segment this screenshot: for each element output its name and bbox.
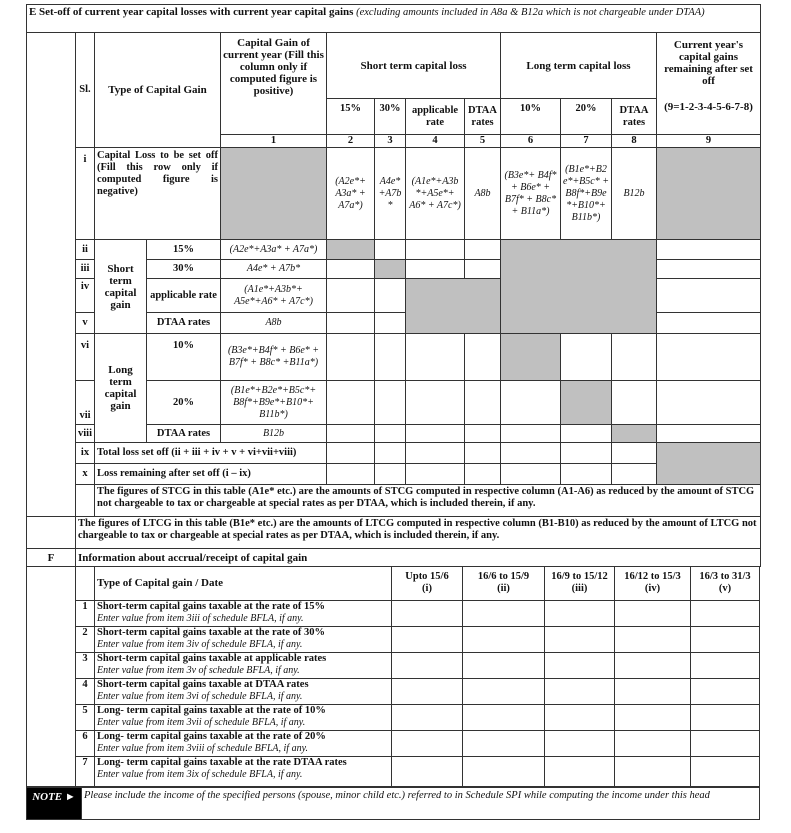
- input-cell[interactable]: [657, 381, 761, 425]
- input-cell[interactable]: [375, 334, 406, 381]
- row-i-col6-formula[interactable]: (B3e*+ B4f* + B6e* + B7f* + B8c* + B11a*): [501, 148, 561, 240]
- row-hint: Enter value from item 3vii of schedule BFLA, if any.: [97, 716, 306, 728]
- accrual-row-label: [95, 626, 392, 652]
- col8-header: DTAA rates: [612, 99, 657, 135]
- accrual-header-row: [27, 567, 760, 600]
- stcg-group-label: Short term capital gain: [95, 240, 147, 334]
- accrual-row-label: [95, 704, 392, 730]
- input-cell[interactable]: [691, 704, 760, 730]
- shaded-cell: [501, 334, 561, 381]
- accrual-row-label: [95, 600, 392, 626]
- note-margin: [27, 517, 76, 549]
- input-cell[interactable]: [545, 730, 615, 756]
- ltcg-note-row: [27, 517, 761, 549]
- section-f-title: Information about accrual/receipt of capital gain: [76, 549, 761, 567]
- input-cell[interactable]: [463, 626, 545, 652]
- input-cell[interactable]: [615, 678, 691, 704]
- input-cell[interactable]: [612, 443, 657, 464]
- input-cell[interactable]: [691, 600, 760, 626]
- input-cell[interactable]: [545, 626, 615, 652]
- row-rate: applicable rate: [147, 279, 221, 313]
- accrual-row-3: [27, 652, 760, 678]
- input-cell[interactable]: [392, 600, 463, 626]
- input-cell[interactable]: [657, 240, 761, 260]
- period-num: (i): [422, 583, 432, 595]
- row-i-label: Capital Loss to be set off (Fill this row only if computed figure is negative): [95, 148, 221, 240]
- shaded-cell: [561, 381, 612, 425]
- section-f-letter: F: [27, 549, 76, 567]
- set-off-table: [26, 4, 761, 567]
- row-hint: Enter value from item 3v of schedule BFLA, if any.: [97, 664, 300, 676]
- col1-header: Capital Gain of current year (Fill this column only if computed figure is positive): [221, 33, 327, 135]
- row-formula[interactable]: A8b: [221, 313, 327, 334]
- stcg-ltcl-shaded-block: [501, 240, 657, 334]
- shaded-cell: [375, 260, 406, 279]
- row-rate: DTAA rates: [147, 313, 221, 334]
- row-sl: i: [76, 148, 95, 240]
- input-cell[interactable]: [465, 381, 501, 425]
- col9-formula: (9=1-2-3-4-5-6-7-8): [664, 101, 753, 113]
- row-i-col1-shaded: [221, 148, 327, 240]
- input-cell[interactable]: [561, 464, 612, 485]
- row-formula[interactable]: (B1e*+B2e*+B5c*+ B8f*+B9e*+B10*+ B11b*): [221, 381, 327, 425]
- section-e-title-italic: (excluding amounts included in A8a & B12a which is not chargeable under DTAA): [356, 7, 705, 18]
- input-cell[interactable]: [375, 381, 406, 425]
- input-cell[interactable]: [615, 652, 691, 678]
- input-cell[interactable]: [615, 756, 691, 786]
- input-cell[interactable]: [612, 334, 657, 381]
- period-label: 16/9 to 15/12: [551, 571, 608, 583]
- row-sl: vi: [76, 334, 95, 381]
- row-formula[interactable]: B12b: [221, 425, 327, 443]
- col2-header: 15%: [327, 99, 375, 135]
- row-num: 1: [76, 600, 95, 626]
- row-sl: viii: [76, 425, 95, 443]
- section-e-margin: [27, 33, 76, 517]
- input-cell[interactable]: [545, 756, 615, 786]
- num-header-blank: [76, 567, 95, 600]
- input-cell[interactable]: [465, 464, 501, 485]
- row-hint: Enter value from item 3viii of schedule BFLA, if any.: [97, 742, 308, 754]
- row-formula[interactable]: (B3e*+B4f* + B6e* + B7f* + B8c* +B11a*): [221, 334, 327, 381]
- row-i-col2-formula[interactable]: (A2e*+ A3a* + A7a*): [327, 148, 375, 240]
- accrual-row-2: [27, 626, 760, 652]
- input-cell[interactable]: [615, 626, 691, 652]
- input-cell[interactable]: [465, 334, 501, 381]
- period-header-5: [691, 567, 760, 600]
- row-sl: v: [76, 313, 95, 334]
- input-cell[interactable]: [465, 425, 501, 443]
- row-formula[interactable]: A4e* + A7b*: [221, 260, 327, 279]
- input-cell[interactable]: [375, 443, 406, 464]
- note-text: Please include the income of the specified persons (spouse, minor child etc.) referred to in Schedule SPI while computing the income under this head: [82, 787, 760, 819]
- ltcl-group-header: Long term capital loss: [501, 33, 657, 99]
- row-sl: ix: [76, 443, 95, 464]
- row-i-col8-formula[interactable]: B12b: [612, 148, 657, 240]
- input-cell[interactable]: [561, 334, 612, 381]
- row-ii-stcg-15: [27, 240, 761, 260]
- row-num: 7: [76, 756, 95, 786]
- section-e-title-bold: Set-off of current year capital losses with current year capital gains: [38, 6, 354, 18]
- accrual-row-label: [95, 730, 392, 756]
- col-number: 2: [327, 135, 375, 148]
- row-hint: Enter value from item 3iii of schedule BFLA, if any.: [97, 612, 304, 624]
- section-e-header-row: [27, 5, 761, 33]
- input-cell[interactable]: [406, 464, 465, 485]
- period-header-2: [463, 567, 545, 600]
- stcg-note: The figures of STCG in this table (A1e* etc.) are the amounts of STCG computed in respective column (A1-A6) as reduced by the amount of STCG not chargeable to tax or chargeable at special rates as per DTAA, which is included therein, if any.: [95, 485, 761, 517]
- input-cell[interactable]: [463, 652, 545, 678]
- col-number: 4: [406, 135, 465, 148]
- period-label: 16/12 to 15/3: [624, 571, 681, 583]
- input-cell[interactable]: [406, 260, 465, 279]
- input-cell[interactable]: [463, 600, 545, 626]
- row-rate: 20%: [147, 381, 221, 425]
- shaded-cell: [612, 425, 657, 443]
- accrual-row-label: [95, 756, 392, 786]
- input-cell[interactable]: [327, 260, 375, 279]
- period-header-1: [392, 567, 463, 600]
- input-cell[interactable]: [501, 425, 561, 443]
- row-i-col4-formula[interactable]: (A1e*+A3b *+A5e*+ A6* + A7c*): [406, 148, 465, 240]
- type-header: Type of Capital Gain: [95, 33, 221, 148]
- input-cell[interactable]: [691, 626, 760, 652]
- input-cell[interactable]: [465, 260, 501, 279]
- row-sl: ii: [76, 240, 95, 260]
- col-number: 7: [561, 135, 612, 148]
- accrual-row-label: [95, 678, 392, 704]
- input-cell[interactable]: [612, 381, 657, 425]
- input-cell[interactable]: [615, 730, 691, 756]
- input-cell[interactable]: [691, 652, 760, 678]
- accrual-row-5: [27, 704, 760, 730]
- col3-header: 30%: [375, 99, 406, 135]
- row-i-col7-formula[interactable]: (B1e*+B2 e*+B5c* + B8f*+B9e *+B10*+ B11b*): [561, 148, 612, 240]
- row-rate: 30%: [147, 260, 221, 279]
- input-cell[interactable]: [463, 756, 545, 786]
- input-cell[interactable]: [375, 313, 406, 334]
- input-cell[interactable]: [465, 443, 501, 464]
- input-cell[interactable]: [375, 425, 406, 443]
- shaded-block: [406, 279, 501, 334]
- row-num: 3: [76, 652, 95, 678]
- row-title: Short-term capital gains taxable at the rate of 30%: [97, 626, 326, 638]
- input-cell[interactable]: [463, 678, 545, 704]
- row-i-capital-loss: [27, 148, 761, 240]
- row-rate: DTAA rates: [147, 425, 221, 443]
- note-row: [27, 787, 760, 819]
- col4-header: applicable rate: [406, 99, 465, 135]
- col7-header: 20%: [561, 99, 612, 135]
- shaded-cell: [657, 443, 761, 485]
- input-cell[interactable]: [657, 279, 761, 313]
- input-cell[interactable]: [545, 678, 615, 704]
- input-cell[interactable]: [463, 730, 545, 756]
- input-cell[interactable]: [406, 381, 465, 425]
- input-cell[interactable]: [612, 464, 657, 485]
- input-cell[interactable]: [657, 425, 761, 443]
- input-cell[interactable]: [406, 240, 465, 260]
- input-cell[interactable]: [561, 425, 612, 443]
- input-cell[interactable]: [691, 678, 760, 704]
- row-i-col5-formula[interactable]: A8b: [465, 148, 501, 240]
- input-cell[interactable]: [406, 425, 465, 443]
- col9-header: [657, 33, 761, 135]
- period-num: (v): [718, 583, 732, 595]
- period-label: Upto 15/6: [405, 571, 449, 583]
- note-table: [26, 787, 760, 820]
- period-num: (iii): [571, 583, 588, 595]
- input-cell[interactable]: [657, 313, 761, 334]
- period-num: (iv): [644, 583, 661, 595]
- row-title: Short-term capital gains taxable at the rate of 15%: [97, 600, 326, 612]
- input-cell[interactable]: [392, 730, 463, 756]
- input-cell[interactable]: [327, 443, 375, 464]
- input-cell[interactable]: [327, 464, 375, 485]
- input-cell[interactable]: [392, 704, 463, 730]
- input-cell[interactable]: [691, 756, 760, 786]
- row-hint: Enter value from item 3vi of schedule BFLA, if any.: [97, 690, 303, 702]
- ltcg-group-label: Long term capital gain: [95, 334, 147, 443]
- stcg-note-row: [27, 485, 761, 517]
- row-ix-total-loss: [27, 443, 761, 464]
- type-date-header: Type of Capital gain / Date: [95, 567, 392, 600]
- row-i-col3-formula[interactable]: A4e* +A7b *: [375, 148, 406, 240]
- input-cell[interactable]: [657, 334, 761, 381]
- input-cell[interactable]: [501, 381, 561, 425]
- col-number: 9: [657, 135, 761, 148]
- input-cell[interactable]: [615, 704, 691, 730]
- input-cell[interactable]: [406, 334, 465, 381]
- input-cell[interactable]: [465, 240, 501, 260]
- col-number: 5: [465, 135, 501, 148]
- section-f-header-row: [27, 549, 761, 567]
- input-cell[interactable]: [691, 730, 760, 756]
- input-cell[interactable]: [327, 425, 375, 443]
- shaded-cell: [327, 240, 375, 260]
- note-arrow-icon: NOTE ►: [32, 790, 76, 803]
- row-title: Long- term capital gains taxable at the rate DTAA rates: [97, 756, 347, 768]
- col-number: 6: [501, 135, 561, 148]
- row-formula[interactable]: (A2e*+A3a* + A7a*): [221, 240, 327, 260]
- period-num: (ii): [497, 583, 510, 595]
- section-f-margin: [27, 567, 76, 786]
- row-title: Short-term capital gains taxable at DTAA rates: [97, 678, 309, 690]
- col9-title: Current year's capital gains remaining after set off: [664, 39, 753, 87]
- row-rate: 15%: [147, 240, 221, 260]
- input-cell[interactable]: [406, 443, 465, 464]
- period-header-3: [545, 567, 615, 600]
- row-num: 4: [76, 678, 95, 704]
- accrual-row-7: [27, 756, 760, 786]
- row-sl: x: [76, 464, 95, 485]
- row-x-label: Loss remaining after set off (i – ix): [95, 464, 327, 485]
- row-num: 5: [76, 704, 95, 730]
- accrual-row-4: [27, 678, 760, 704]
- input-cell[interactable]: [545, 600, 615, 626]
- row-sl: iii: [76, 260, 95, 279]
- input-cell[interactable]: [392, 756, 463, 786]
- header-row-top: [27, 33, 761, 99]
- row-vi-ltcg-10: [27, 334, 761, 381]
- row-rate: 10%: [147, 334, 221, 381]
- col6-header: 10%: [501, 99, 561, 135]
- row-ix-label: Total loss set off (ii + iii + iv + v + vi+vii+viii): [95, 443, 327, 464]
- section-e-title: [27, 5, 761, 33]
- note-margin: [76, 485, 95, 517]
- ltcg-note: The figures of LTCG in this table (B1e* etc.) are the amounts of LTCG computed in respective column (B1-B10) as reduced by the amount of LTCG not chargeable to tax or chargeable at special rates as per DTAA, which is included therein, if any.: [76, 517, 761, 549]
- input-cell[interactable]: [392, 678, 463, 704]
- stcl-group-header: Short term capital loss: [327, 33, 501, 99]
- input-cell[interactable]: [501, 443, 561, 464]
- input-cell[interactable]: [375, 240, 406, 260]
- input-cell[interactable]: [545, 652, 615, 678]
- input-cell[interactable]: [545, 704, 615, 730]
- schedule-cg-form: [26, 4, 760, 820]
- input-cell[interactable]: [375, 279, 406, 313]
- input-cell[interactable]: [561, 443, 612, 464]
- col-number: 1: [221, 135, 327, 148]
- period-label: 16/6 to 15/9: [477, 571, 530, 583]
- row-title: Long- term capital gains taxable at the rate of 10%: [97, 704, 326, 716]
- input-cell[interactable]: [392, 652, 463, 678]
- input-cell[interactable]: [327, 334, 375, 381]
- accrual-table: [26, 567, 760, 787]
- row-x-loss-remaining: [27, 464, 761, 485]
- input-cell[interactable]: [327, 313, 375, 334]
- input-cell[interactable]: [615, 600, 691, 626]
- note-tag: [27, 787, 82, 819]
- row-title: Long- term capital gains taxable at the rate of 20%: [97, 730, 326, 742]
- input-cell[interactable]: [392, 626, 463, 652]
- row-hint: Enter value from item 3ix of schedule BFLA, if any.: [97, 768, 303, 780]
- period-header-4: [615, 567, 691, 600]
- accrual-row-1: [27, 600, 760, 626]
- col5-header: DTAA rates: [465, 99, 501, 135]
- row-formula[interactable]: (A1e*+A3b*+ A5e*+A6* + A7c*): [221, 279, 327, 313]
- row-num: 6: [76, 730, 95, 756]
- input-cell[interactable]: [657, 260, 761, 279]
- input-cell[interactable]: [327, 279, 375, 313]
- row-num: 2: [76, 626, 95, 652]
- col-number: 3: [375, 135, 406, 148]
- row-sl: vii: [76, 381, 95, 425]
- sl-header: Sl.: [76, 33, 95, 148]
- period-label: 16/3 to 31/3: [699, 571, 751, 583]
- accrual-row-6: [27, 730, 760, 756]
- input-cell[interactable]: [463, 704, 545, 730]
- row-i-col9-shaded: [657, 148, 761, 240]
- col-number: 8: [612, 135, 657, 148]
- row-hint: Enter value from item 3iv of schedule BFLA, if any.: [97, 638, 303, 650]
- input-cell[interactable]: [327, 381, 375, 425]
- section-e-letter: E: [29, 6, 37, 18]
- accrual-row-label: [95, 652, 392, 678]
- row-sl: iv: [76, 279, 95, 313]
- input-cell[interactable]: [501, 464, 561, 485]
- row-title: Short-term capital gains taxable at applicable rates: [97, 652, 327, 664]
- input-cell[interactable]: [375, 464, 406, 485]
